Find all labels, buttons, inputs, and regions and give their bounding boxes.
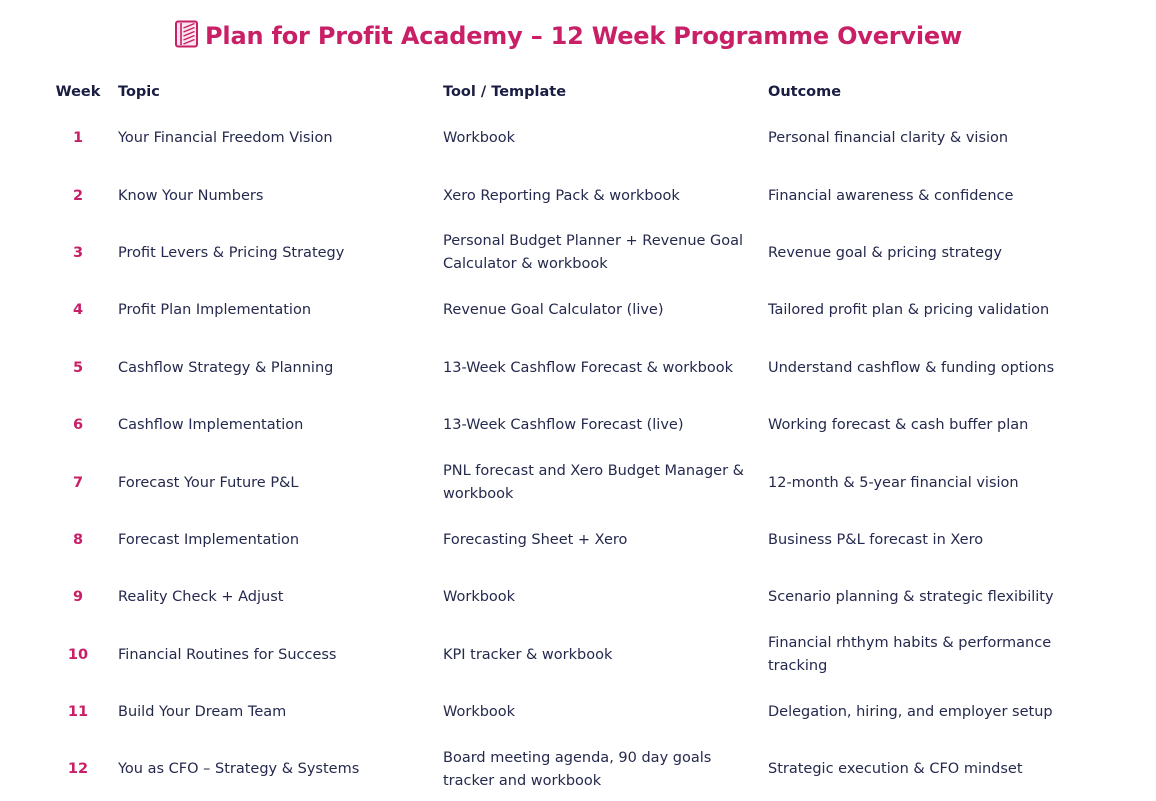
tool-cell: 13-Week Cashflow Forecast & workbook (443, 359, 733, 376)
outcome-cell: Delegation, hiring, and employer setup (768, 704, 1053, 721)
outcome-cell: Understand cashflow & funding options (768, 359, 1055, 376)
outcome-cell: Strategic execution & CFO mindset (768, 761, 1023, 778)
tool-cell: Board meeting agenda, 90 day goals tracker and workbook (443, 749, 712, 789)
notebook-icon (174, 20, 199, 54)
week-number: 1 (72, 130, 84, 147)
table-header-row (48, 73, 1108, 110)
tool-cell: Workbook (443, 589, 516, 606)
topic-cell: You as CFO – Strategy & Systems (118, 761, 360, 778)
tool-cell: Revenue Goal Calculator (live) (443, 302, 664, 319)
week-number: 2 (72, 187, 84, 204)
topic-cell: Build Your Dream Team (118, 704, 287, 721)
topic-cell: Profit Levers & Pricing Strategy (118, 244, 345, 261)
outcome-cell: Tailored profit plan & pricing validation (768, 302, 1050, 319)
table-row (48, 225, 1108, 282)
outcome-cell: Personal financial clarity & vision (768, 130, 1009, 147)
page-title (0, 20, 1136, 54)
outcome-cell: Business P&L forecast in Xero (768, 531, 984, 548)
table-row (48, 569, 1108, 626)
programme-table (48, 73, 1108, 799)
week-number: 6 (72, 417, 84, 434)
outcome-cell: Financial rhthym habits & performance tracking (768, 635, 1052, 675)
tool-cell: 13-Week Cashflow Forecast (live) (443, 417, 684, 434)
tool-cell: Workbook (443, 704, 516, 721)
outcome-cell: Scenario planning & strategic flexibility (768, 589, 1054, 606)
topic-cell: Cashflow Implementation (118, 417, 304, 434)
outcome-cell: Revenue goal & pricing strategy (768, 244, 1002, 261)
table-row (48, 167, 1108, 224)
week-number: 4 (72, 302, 84, 319)
week-number: 9 (72, 589, 84, 606)
table-row (48, 454, 1108, 511)
week-number: 11 (67, 704, 89, 721)
table-row (48, 397, 1108, 454)
week-number: 7 (72, 474, 84, 491)
tool-cell: PNL forecast and Xero Budget Manager & workbook (443, 463, 744, 503)
tool-cell: Forecasting Sheet + Xero (443, 531, 628, 548)
table-row (48, 340, 1108, 397)
week-number: 12 (67, 761, 89, 778)
column-header-outcome: Outcome (768, 83, 842, 100)
week-number: 3 (72, 244, 84, 261)
table-row (48, 684, 1108, 741)
column-header-topic: Topic (118, 83, 160, 100)
topic-cell: Reality Check + Adjust (118, 589, 284, 606)
tool-cell: Workbook (443, 130, 516, 147)
topic-cell: Forecast Your Future P&L (118, 474, 299, 491)
outcome-cell: Working forecast & cash buffer plan (768, 417, 1029, 434)
column-header-tool: Tool / Template (443, 83, 567, 100)
table-row (48, 741, 1108, 798)
topic-cell: Know Your Numbers (118, 187, 264, 204)
tool-cell: KPI tracker & workbook (443, 646, 613, 663)
tool-cell: Personal Budget Planner + Revenue Goal Calculator & workbook (443, 233, 744, 273)
outcome-cell: Financial awareness & confidence (768, 187, 1014, 204)
topic-cell: Your Financial Freedom Vision (118, 130, 333, 147)
table-row (48, 512, 1108, 569)
tool-cell: Xero Reporting Pack & workbook (443, 187, 680, 204)
table-row (48, 282, 1108, 339)
week-number: 5 (72, 359, 84, 376)
topic-cell: Profit Plan Implementation (118, 302, 312, 319)
outcome-cell: 12-month & 5-year financial vision (768, 474, 1019, 491)
week-number: 10 (67, 646, 89, 663)
week-number: 8 (72, 531, 84, 548)
topic-cell: Forecast Implementation (118, 531, 300, 548)
column-header-week: Week (55, 83, 101, 100)
table-row (48, 627, 1108, 684)
title-text: Plan for Profit Academy – 12 Week Programme Overview (205, 22, 962, 50)
topic-cell: Cashflow Strategy & Planning (118, 359, 334, 376)
topic-cell: Financial Routines for Success (118, 646, 337, 663)
table-row (48, 110, 1108, 167)
